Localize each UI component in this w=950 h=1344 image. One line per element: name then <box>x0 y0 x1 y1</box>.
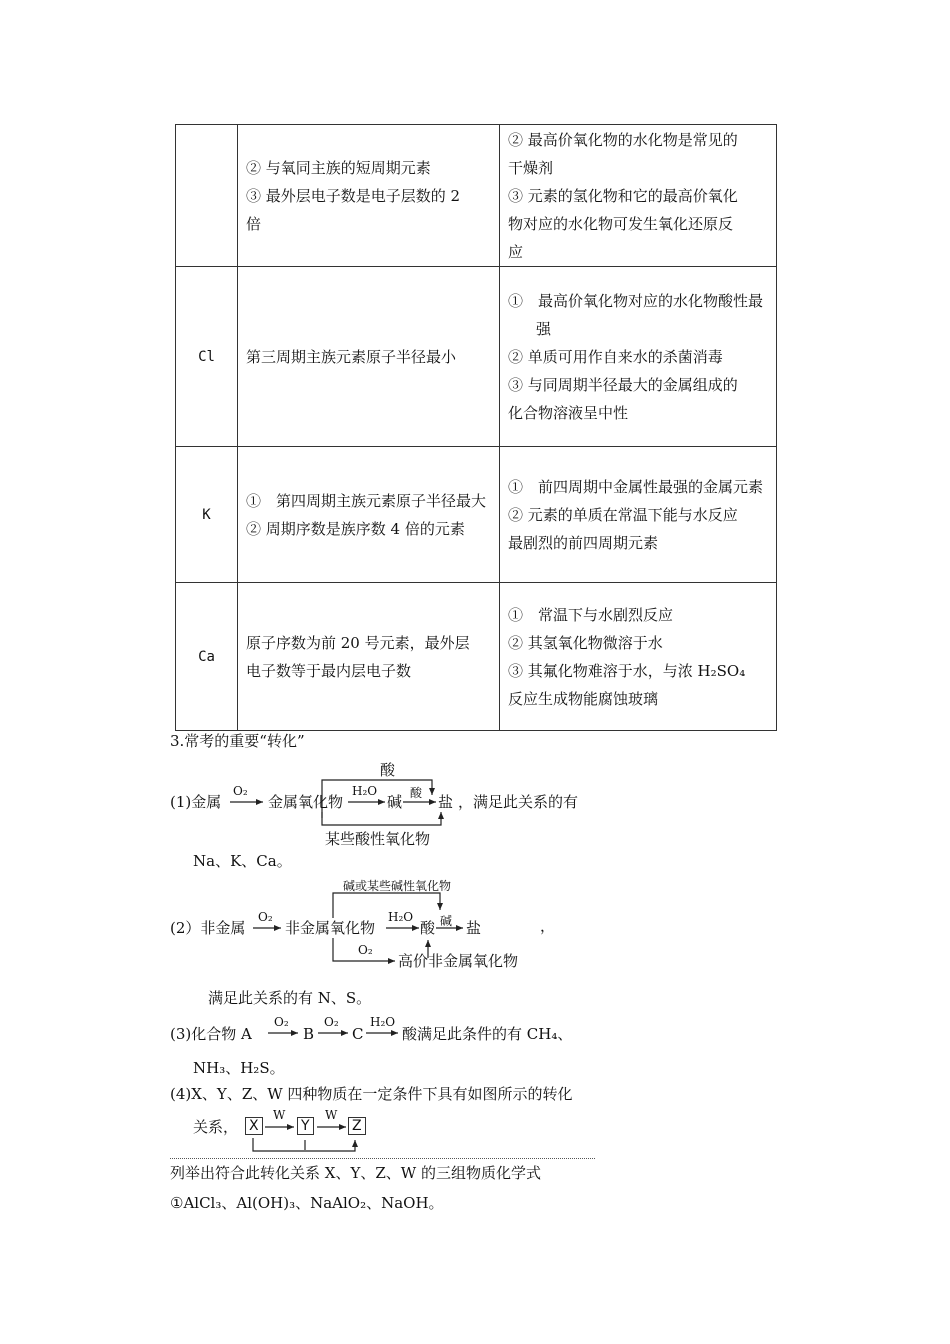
item4-w2: W <box>325 1108 338 1122</box>
item4-w1: W <box>273 1108 286 1122</box>
item2-higher: 高价非金属氧化物 <box>398 952 519 970</box>
item1-acid-top: 酸 <box>380 761 396 779</box>
item4-box-z: Z <box>348 1117 366 1135</box>
item2-o2b: O₂ <box>358 943 373 957</box>
dotted-divider <box>170 1158 595 1159</box>
item1-o2: O₂ <box>233 784 248 798</box>
item3-h2o: H₂O <box>370 1015 396 1029</box>
property-line: ② 其氢氧化物微溶于水 <box>508 633 663 652</box>
item1-base: 碱 <box>387 793 403 811</box>
element-cell: Cl <box>176 267 238 447</box>
item1-salt: 盐 <box>438 793 454 811</box>
property-line: 反应生成物能腐蚀玻璃 <box>508 689 659 708</box>
item2-acid: 酸 <box>420 919 436 937</box>
item1-tail: ，满足此关系的有 <box>458 793 579 811</box>
item4-box-x: X <box>245 1117 263 1135</box>
item2-base: 碱 <box>440 914 453 928</box>
property-line: ③ 元素的氢化物和它的最高价氧化 <box>508 186 738 205</box>
property-line: ② 元素的单质在常温下能与水反应 <box>508 505 738 524</box>
item2-answer: 满足此关系的有 N、S。 <box>208 989 372 1007</box>
item3-prefix: (3)化合物 A <box>170 1025 252 1043</box>
item2-comma: ， <box>540 917 556 935</box>
item1-h2o: H₂O <box>352 784 378 798</box>
condition-line: 第三周期主族元素原子半径最小 <box>246 347 457 366</box>
condition-line: 倍 <box>246 214 262 233</box>
property-line: 最剧烈的前四周期元素 <box>508 533 659 552</box>
property-line: 应 <box>508 242 524 261</box>
property-line: ② 单质可用作自来水的杀菌消毒 <box>508 347 723 366</box>
element-cell: K <box>176 447 238 583</box>
condition-line: ③ 最外层电子数是电子层数的 2 <box>246 186 461 205</box>
property-line: ③ 其氟化物难溶于水，与浓 H₂SO₄ <box>508 661 746 680</box>
item2-oxide: 非金属氧化物 <box>285 919 376 937</box>
condition-line: ② 周期序数是族序数 4 倍的元素 <box>246 519 465 538</box>
item2-h2o: H₂O <box>388 910 414 924</box>
property-line: ① 前四周期中金属性最强的金属元素 <box>508 477 764 496</box>
item1-label: (1)金属 <box>170 793 222 811</box>
list-intro: 列举出符合此转化关系 X、Y、Z、W 的三组物质化学式 <box>170 1164 541 1182</box>
item4-line1: (4)X、Y、Z、W 四种物质在一定条件下具有如图所示的转化 <box>170 1085 573 1103</box>
condition-line: ① 第四周期主族元素原子半径最大 <box>246 491 487 510</box>
item1-acid-mid: 酸 <box>410 786 423 800</box>
property-line: ② 最高价氧化物的水化物是常见的 <box>508 130 738 149</box>
property-line: 化合物溶液呈中性 <box>508 403 629 422</box>
item3-tail: 酸满足此条件的有 CH₄、 <box>402 1025 573 1043</box>
item2-label: (2）非金属 <box>170 919 246 937</box>
property-line: 物对应的水化物可发生氧化还原反 <box>508 214 734 233</box>
item2-salt: 盐 <box>466 919 482 937</box>
list-item-1: ①AlCl₃、Al(OH)₃、NaAlO₂、NaOH。 <box>170 1194 444 1212</box>
element-cell: Ca <box>176 583 238 731</box>
item1-acidic-oxide: 某些酸性氧化物 <box>325 830 431 848</box>
property-line: 干燥剂 <box>508 158 554 177</box>
condition-line: 原子序数为前 20 号元素，最外层 <box>246 633 470 652</box>
item1-answer: Na、K、Ca。 <box>193 852 292 870</box>
item1-oxide: 金属氧化物 <box>268 793 344 811</box>
condition-line: 电子数等于最内层电子数 <box>246 661 412 680</box>
item3-c: C <box>352 1025 364 1043</box>
item2-top: 碱或某些碱性氧化物 <box>343 879 452 893</box>
item3-line2: NH₃、H₂S。 <box>193 1059 285 1077</box>
section-heading: 3.常考的重要“转化” <box>170 732 305 750</box>
property-line: ③ 与同周期半径最大的金属组成的 <box>508 375 738 394</box>
item4-prefix: 关系， <box>193 1118 239 1136</box>
item4-box-y: Y <box>297 1117 314 1135</box>
condition-line: ② 与氧同主族的短周期元素 <box>246 158 431 177</box>
item2-o2a: O₂ <box>258 910 273 924</box>
item3-b: B <box>303 1025 315 1043</box>
property-line: ① 最高价氧化物对应的水化物酸性最强 <box>508 291 764 338</box>
item3-o2a: O₂ <box>274 1015 289 1029</box>
property-line: ① 常温下与水剧烈反应 <box>508 605 674 624</box>
item3-o2b: O₂ <box>324 1015 339 1029</box>
